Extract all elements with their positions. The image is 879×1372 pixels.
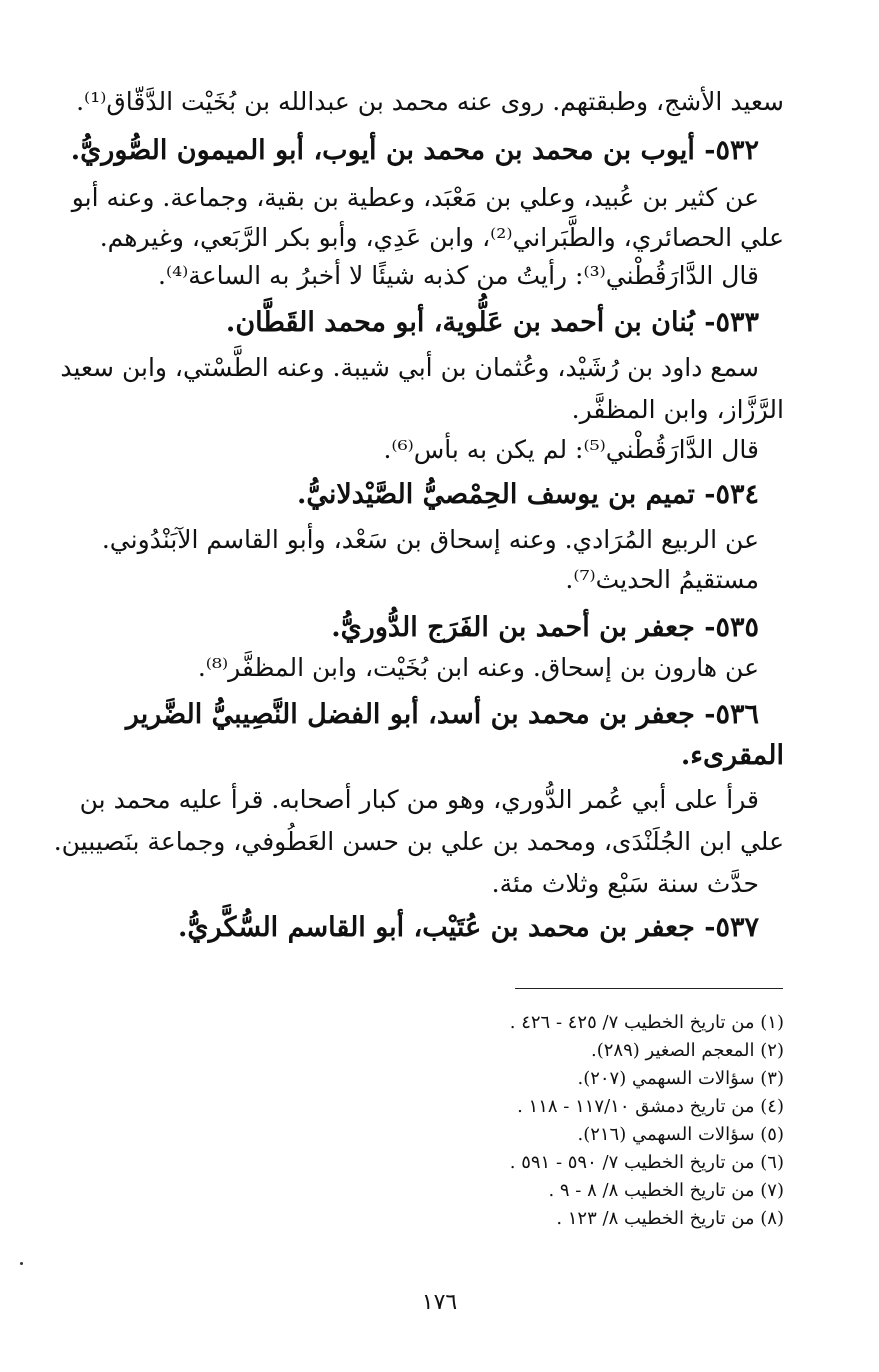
text-line: علي الحصائري، والطَّبَراني⁽²⁾، وابن عَدِي، وأبو بكر الرَّبَعي، وغيرهم. — [99, 223, 784, 252]
footnote-3: (٣) سؤالات السهمي (٢٠٧). — [577, 1068, 784, 1089]
page-number: ١٧٦ — [421, 1290, 458, 1315]
footnote-4: (٤) من تاريخ دمشق ١١٧/١٠ - ١١٨ . — [517, 1096, 784, 1117]
entry-heading-536: ٥٣٦- جعفر بن محمد بن أسد، أبو الفضل النَّصِيبيُّ الضَّرير — [125, 699, 759, 730]
footnote-8: (٨) من تاريخ الخطيب ٨/ ١٢٣ . — [556, 1208, 784, 1229]
text-line: قال الدَّارَقُطْني⁽³⁾: رأيتُ من كذبه شيئًا لا أخبرُ به الساعة⁽⁴⁾. — [158, 261, 759, 290]
text-line: قال الدَّارَقُطْني⁽⁵⁾: لم يكن به بأس⁽⁶⁾. — [383, 435, 759, 464]
entry-heading-536-cont: المقرىء. — [680, 740, 784, 771]
footnote-6: (٦) من تاريخ الخطيب ٧/ ٥٩٠ - ٥٩١ . — [509, 1152, 784, 1173]
footnote-7: (٧) من تاريخ الخطيب ٨/ ٨ - ٩ . — [548, 1180, 784, 1201]
text-line: سمع داود بن رُشَيْد، وعُثمان بن أبي شيبة. وعنه الطَّسْتي، وابن سعيد — [60, 353, 759, 382]
text-line: سعيد الأشج، وطبقتهم. روى عنه محمد بن عبدالله بن بُخَيْت الدَّقّاق⁽¹⁾. — [76, 87, 784, 116]
text-line: عن الربيع المُرَادي. وعنه إسحاق بن سَعْد، وأبو القاسم الآبَنْدُوني. — [101, 525, 759, 554]
scan-speck — [20, 1262, 23, 1265]
text-line: علي ابن الجُلَنْدَى، ومحمد بن علي بن حسن العَطُوفي، وجماعة بنَصيبين. — [53, 827, 784, 856]
footnote-1: (١) من تاريخ الخطيب ٧/ ٤٢٥ - ٤٢٦ . — [509, 1012, 784, 1033]
footnote-5: (٥) سؤالات السهمي (٢١٦). — [577, 1124, 784, 1145]
entry-heading-532: ٥٣٢- أيوب بن محمد بن محمد بن أيوب، أبو الميمون الصُّوريُّ. — [70, 135, 759, 166]
footnote-2: (٢) المعجم الصغير (٢٨٩). — [591, 1040, 784, 1061]
text-line: عن هارون بن إسحاق. وعنه ابن بُخَيْت، وابن المظفَّر⁽⁸⁾. — [197, 653, 759, 682]
entry-heading-535: ٥٣٥- جعفر بن أحمد بن الفَرَج الدُّوريُّ. — [331, 612, 759, 643]
entry-heading-537: ٥٣٧- جعفر بن محمد بن عُتَيْب، أبو القاسم السُّكَّريُّ. — [178, 912, 759, 943]
text-line: الرَّزَّاز، وابن المظفَّر. — [571, 395, 784, 424]
footnote-separator — [515, 988, 783, 989]
text-line: مستقيمُ الحديث⁽⁷⁾. — [565, 565, 759, 594]
entry-heading-534: ٥٣٤- تميم بن يوسف الحِمْصيُّ الصَّيْدلانيُّ. — [296, 479, 759, 510]
text-line: قرأ على أبي عُمر الدُّوري، وهو من كبار أصحابه. قرأ عليه محمد بن — [79, 785, 759, 814]
text-line: حدَّث سنة سَبْع وثلاث مئة. — [491, 869, 759, 898]
text-line: عن كثير بن عُبيد، وعلي بن مَعْبَد، وعطية بن بقية، وجماعة. وعنه أبو — [71, 183, 759, 212]
entry-heading-533: ٥٣٣- بُنان بن أحمد بن عَلُّوية، أبو محمد القَطَّان. — [225, 307, 759, 338]
